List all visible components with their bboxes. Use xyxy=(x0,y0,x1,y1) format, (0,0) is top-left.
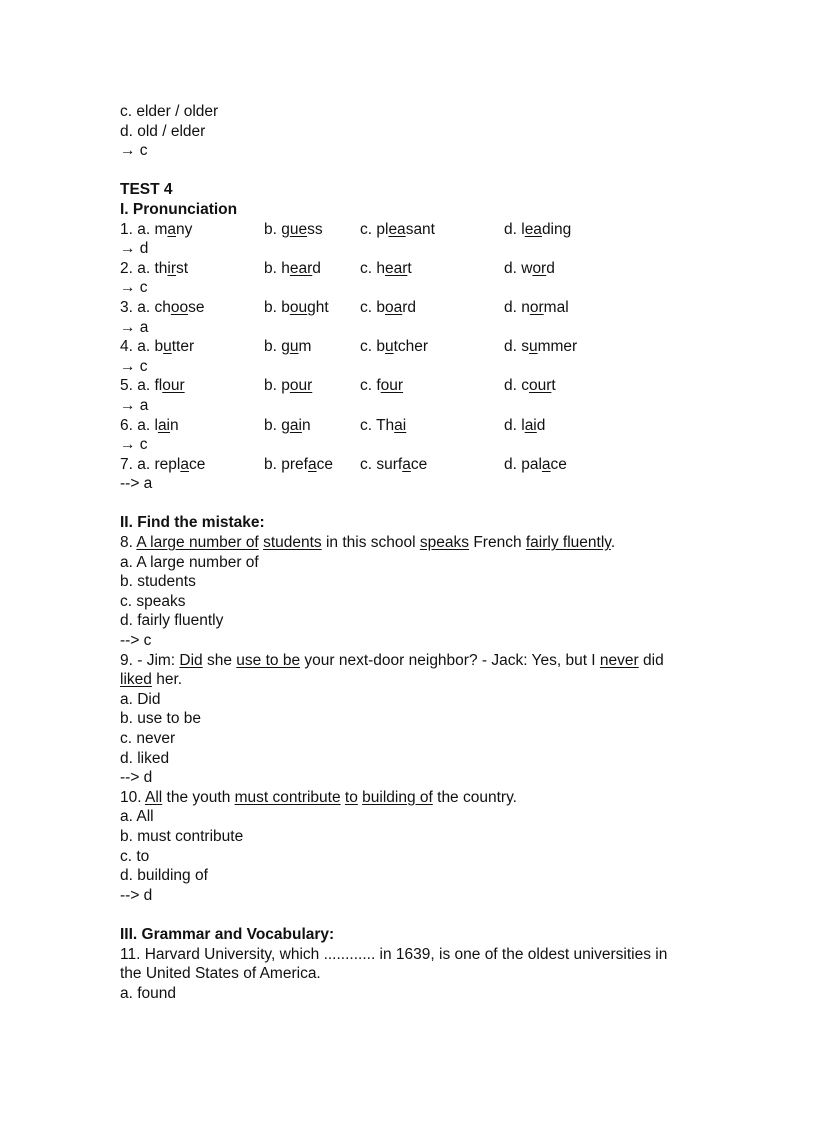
question-number: 6. xyxy=(120,416,133,434)
underlined-phrase: fairly fluently xyxy=(525,534,611,552)
word-part: tcher xyxy=(393,338,429,356)
word-part: m xyxy=(298,338,312,356)
option-c xyxy=(360,416,504,436)
option-b xyxy=(264,220,360,240)
word-part: ce xyxy=(410,455,428,473)
underlined-phrase: building of xyxy=(362,788,433,806)
q8-option-a: a. A large number of xyxy=(120,553,259,571)
q11-option-a: a. found xyxy=(120,984,177,1002)
underlined-sound: ai xyxy=(289,416,302,434)
q10-option-b: b. must contribute xyxy=(120,827,244,845)
option-d xyxy=(504,259,654,279)
option-b xyxy=(264,376,360,396)
underlined-sound: ear xyxy=(384,259,408,277)
pronunciation-question-6 xyxy=(120,416,720,436)
option-a xyxy=(120,298,264,318)
mistakes-heading: II. Find the mistake: xyxy=(120,514,265,532)
question-11-line-2: the United States of America. xyxy=(120,965,321,983)
word-part: mal xyxy=(543,298,569,316)
pronunciation-answer-1: → d xyxy=(120,240,149,258)
word-part: ss xyxy=(307,220,323,238)
pronunciation-answer-6: → c xyxy=(120,436,148,454)
word-part: d. l xyxy=(504,220,525,238)
pronunciation-answer-7: --> a xyxy=(120,475,153,493)
word-part: c. pl xyxy=(360,220,389,238)
option-b xyxy=(264,337,360,357)
word-part: b. p xyxy=(264,377,290,395)
word-part: t xyxy=(551,377,556,395)
prev-answer: → c xyxy=(120,142,148,160)
word-part: d xyxy=(312,259,321,277)
underlined-sound: ir xyxy=(167,259,177,277)
q9-option-c: c. never xyxy=(120,730,176,747)
option-c xyxy=(360,455,504,475)
underlined-sound: a xyxy=(167,220,177,238)
underlined-sound: ou xyxy=(289,298,308,316)
q10-option-a: a. All xyxy=(120,808,154,826)
word-part: mmer xyxy=(537,338,578,356)
option-b xyxy=(264,455,360,475)
document-page xyxy=(120,102,720,1003)
q9-option-a: a. Did xyxy=(120,690,161,708)
underlined-sound: or xyxy=(529,298,544,316)
word-part: c. h xyxy=(360,259,385,277)
option-a xyxy=(120,259,264,279)
word-part: b. h xyxy=(264,259,290,277)
option-a xyxy=(120,220,264,240)
word-part: d. l xyxy=(504,416,525,434)
question-number: 7. xyxy=(120,455,133,473)
pronunciation-answer-5: → a xyxy=(120,396,149,414)
underlined-sound: u xyxy=(384,338,394,356)
pronunciation-question-2 xyxy=(120,259,720,279)
pronunciation-heading: I. Pronunciation xyxy=(120,200,238,218)
question-number: 3. xyxy=(120,298,133,316)
question-9: 9. - Jim: Did she use to be your next-door neighbor? - Jack: Yes, but I never did xyxy=(120,651,664,669)
word-part: se xyxy=(188,298,205,316)
word-part: a. m xyxy=(137,220,168,238)
underlined-sound: ai xyxy=(394,416,407,434)
question-number: 2. xyxy=(120,259,133,277)
word-part: c. b xyxy=(360,298,385,316)
word-part: d. s xyxy=(504,338,529,356)
underlined-sound: u xyxy=(289,338,299,356)
underlined-sound: oa xyxy=(384,298,403,316)
option-c xyxy=(360,376,504,396)
underlined-phrase: use to be xyxy=(236,651,301,669)
prev-option-c: c. elder / older xyxy=(120,103,219,120)
underlined-sound: our xyxy=(380,377,404,395)
pronunciation-question-3 xyxy=(120,298,720,318)
word-part: b. g xyxy=(264,338,290,356)
q9-option-d: d. liked xyxy=(120,749,170,767)
underlined-sound: a xyxy=(307,455,317,473)
question-number: 5. xyxy=(120,377,133,395)
option-c xyxy=(360,337,504,357)
word-part: d. w xyxy=(504,259,533,277)
word-part: a. fl xyxy=(137,377,163,395)
underlined-phrase: never xyxy=(599,651,639,669)
underlined-phrase: students xyxy=(263,534,322,552)
question-10: 10. All the youth must contribute to building of the country. xyxy=(120,788,517,806)
option-d xyxy=(504,376,654,396)
pronunciation-question-5 xyxy=(120,376,720,396)
underlined-phrase: speaks xyxy=(419,534,470,552)
underlined-sound: our xyxy=(162,377,185,395)
word-part: a. th xyxy=(137,259,168,277)
word-part: b. b xyxy=(264,298,290,316)
q10-option-c: c. to xyxy=(120,847,150,865)
option-d xyxy=(504,455,654,475)
option-a xyxy=(120,416,264,436)
option-d xyxy=(504,337,654,357)
word-part: ce xyxy=(316,455,333,473)
question-11-line-1: 11. Harvard University, which ............ in 1639, is one of the oldest universities in xyxy=(120,945,668,963)
word-part: rd xyxy=(402,298,417,316)
q8-option-c: c. speaks xyxy=(120,592,186,610)
underlined-phrase: All xyxy=(145,788,163,806)
underlined-phrase: A large number of xyxy=(136,534,259,552)
q8-option-d: d. fairly fluently xyxy=(120,612,224,630)
word-part: d. pal xyxy=(504,455,542,473)
word-part: b. g xyxy=(264,220,290,238)
underlined-phrase: to xyxy=(344,788,358,806)
q10-answer: --> d xyxy=(120,886,153,904)
pronunciation-question-1 xyxy=(120,220,720,240)
underlined-phrase: liked xyxy=(120,671,152,689)
underlined-sound: a xyxy=(402,455,411,473)
option-b xyxy=(264,416,360,436)
question-number: 4. xyxy=(120,338,133,356)
pronunciation-questions xyxy=(120,220,720,494)
option-d xyxy=(504,220,654,240)
underlined-phrase: must contribute xyxy=(234,788,341,806)
option-a xyxy=(120,376,264,396)
underlined-sound: a xyxy=(541,455,551,473)
word-part: c. surf xyxy=(360,455,403,473)
underlined-sound: ai xyxy=(524,416,537,434)
option-c xyxy=(360,220,504,240)
option-a xyxy=(120,337,264,357)
underlined-sound: our xyxy=(528,377,552,395)
question-8: 8. A large number of students in this school speaks French fairly fluently. xyxy=(120,534,616,552)
word-part: b. g xyxy=(264,416,290,434)
pronunciation-answer-4: → c xyxy=(120,357,148,375)
underlined-sound: our xyxy=(289,377,313,395)
word-part: n xyxy=(170,416,179,434)
word-part: a. l xyxy=(137,416,158,434)
word-part: a. b xyxy=(137,338,164,356)
word-part: tter xyxy=(171,338,195,356)
q9-option-b: b. use to be xyxy=(120,710,202,728)
word-part: d. c xyxy=(504,377,529,395)
underlined-sound: ear xyxy=(289,259,313,277)
word-part: d. n xyxy=(504,298,530,316)
word-part: c. f xyxy=(360,377,381,395)
word-part: c. b xyxy=(360,338,385,356)
option-d xyxy=(504,298,654,318)
word-part: t xyxy=(407,259,412,277)
underlined-phrase: Did xyxy=(179,651,203,669)
word-part: sant xyxy=(405,220,435,238)
word-part: ght xyxy=(307,298,329,316)
word-part: c. Th xyxy=(360,416,395,434)
grammar-heading: III. Grammar and Vocabulary: xyxy=(120,925,335,943)
underlined-sound: oo xyxy=(170,298,189,316)
underlined-sound: a xyxy=(180,455,189,473)
underlined-sound: ai xyxy=(157,416,171,434)
option-a xyxy=(120,455,264,475)
question-9-continued: liked her. xyxy=(120,671,183,689)
word-part: ce xyxy=(188,455,206,473)
word-part: d xyxy=(536,416,546,434)
option-c xyxy=(360,259,504,279)
q9-answer: --> d xyxy=(120,769,153,787)
test-title: TEST 4 xyxy=(120,181,173,199)
underlined-sound: or xyxy=(532,259,547,277)
word-part: n xyxy=(301,416,311,434)
underlined-sound: ue xyxy=(289,220,308,238)
underlined-sound: ea xyxy=(388,220,406,238)
prev-option-d: d. old / elder xyxy=(120,122,206,140)
option-d xyxy=(504,416,654,436)
option-b xyxy=(264,259,360,279)
underlined-sound: u xyxy=(163,338,172,356)
pronunciation-question-4 xyxy=(120,337,720,357)
question-number: 1. xyxy=(120,220,133,238)
word-part: ding xyxy=(541,220,572,238)
underlined-sound: u xyxy=(528,338,538,356)
word-part: st xyxy=(176,259,189,277)
pronunciation-answer-3: → a xyxy=(120,318,149,336)
option-b xyxy=(264,298,360,318)
q8-option-b: b. students xyxy=(120,573,196,591)
word-part: b. pref xyxy=(264,455,308,473)
word-part: a. ch xyxy=(137,298,171,316)
word-part: a. repl xyxy=(137,455,181,473)
pronunciation-answer-2: → c xyxy=(120,279,148,297)
word-part: ce xyxy=(550,455,567,473)
underlined-sound: ea xyxy=(524,220,542,238)
q10-option-d: d. building of xyxy=(120,867,208,885)
option-c xyxy=(360,298,504,318)
pronunciation-question-7 xyxy=(120,455,720,475)
q8-answer: --> c xyxy=(120,632,152,650)
word-part: ny xyxy=(176,220,193,238)
word-part: d xyxy=(546,259,555,277)
